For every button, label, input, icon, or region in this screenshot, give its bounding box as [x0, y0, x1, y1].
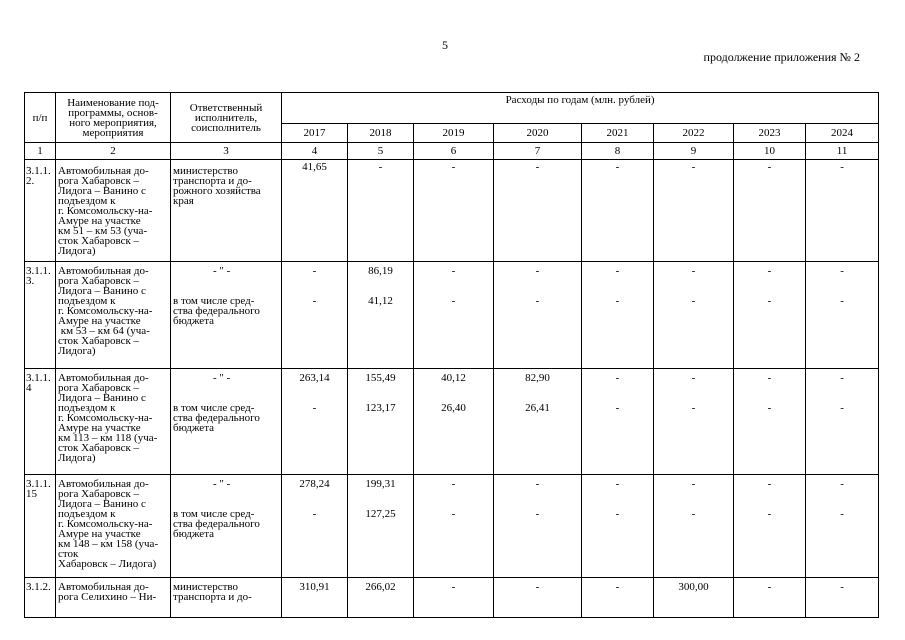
expense-value [282, 578, 348, 618]
item-number-line: 2. [26, 175, 35, 187]
expense-amount: - [615, 265, 620, 277]
expense-amount: 263,14 [299, 372, 330, 384]
federal-budget-amount: 41,12 [368, 295, 393, 307]
item-number [25, 475, 56, 578]
expense-value [494, 369, 582, 475]
item-name-line: Лидога – Ванино с [58, 392, 146, 404]
expense-amount: - [840, 478, 844, 490]
page-number: 5 [442, 38, 448, 52]
expense-value [654, 160, 734, 262]
expense-value [348, 262, 414, 369]
item-name-line: Амуре на участке [58, 422, 141, 434]
item-name-line: рога Хабаровск – [58, 488, 140, 500]
federal-budget-amount: 26,41 [525, 402, 550, 414]
federal-budget-amount: - [767, 295, 772, 307]
expense-amount: 310,91 [299, 581, 330, 593]
executor-line: бюджета [173, 422, 215, 434]
item-name-line: сток Хабаровск – [58, 335, 140, 347]
expense-amount: - [767, 581, 772, 593]
item-number-line: 3.1.1. [26, 265, 51, 277]
executor [171, 369, 282, 475]
item-name [56, 475, 171, 578]
executor [171, 475, 282, 578]
item-number-line: 3.1.1. [26, 478, 51, 490]
item-name-line: Лидога) [58, 245, 96, 257]
spacer [173, 383, 281, 393]
header-line: программы, основ- [68, 106, 158, 119]
expense-value [414, 160, 494, 262]
expense-amount: - [451, 265, 456, 277]
expense-amount: 82,90 [525, 372, 550, 384]
item-name-line: Амуре на участке [58, 315, 141, 327]
federal-budget-amount: - [840, 402, 844, 414]
year-header: 2018 [348, 124, 414, 143]
item-number-line: 3.1.1. [26, 165, 51, 177]
item-name [56, 578, 171, 618]
item-name-line: подъездом к [58, 508, 116, 520]
expense-amount: - [691, 161, 696, 173]
item-number [25, 160, 56, 262]
federal-budget-amount: - [535, 295, 540, 307]
federal-budget-amount: - [840, 508, 844, 520]
expense-amount: - [840, 372, 844, 384]
item-name-line: рога Хабаровск – [58, 175, 140, 187]
item-number-line: 4 [26, 382, 32, 394]
item-name-line: км 113 – км 118 (уча- [58, 432, 158, 444]
expense-value [348, 369, 414, 475]
year-header: 2023 [734, 124, 806, 143]
table-row [25, 160, 879, 262]
federal-budget-amount: - [615, 295, 620, 307]
table-row [25, 262, 879, 369]
executor-ditto: - " - [213, 265, 231, 277]
header-line: соисполнитель [191, 121, 261, 134]
column-number: 6 [414, 143, 494, 160]
expense-amount: 266,02 [365, 581, 396, 593]
expense-amount: - [378, 161, 383, 173]
table-row [25, 369, 879, 475]
expense-value [654, 475, 734, 578]
item-name-line: подъездом к [58, 195, 116, 207]
expense-value [282, 160, 348, 262]
executor-line: ства федерального [173, 305, 260, 317]
expense-amount: - [615, 161, 620, 173]
expense-value [414, 262, 494, 369]
executor-line: ства федерального [173, 518, 260, 530]
header-line: Ответственный [189, 101, 263, 114]
expense-amount: 40,12 [441, 372, 466, 384]
expense-value [414, 475, 494, 578]
expense-amount: - [691, 265, 696, 277]
item-name-line: сток Хабаровск – [58, 235, 140, 247]
expense-value [806, 475, 879, 578]
spacer [173, 276, 281, 286]
federal-budget-amount: - [691, 295, 696, 307]
federal-budget-amount: - [840, 295, 844, 307]
header-line: исполнитель, [194, 111, 258, 124]
federal-budget-amount: 123,17 [365, 402, 396, 414]
item-name-line: рога Хабаровск – [58, 275, 140, 287]
expense-amount: 300,00 [678, 581, 709, 593]
item-name-line: подъездом к [58, 295, 116, 307]
item-name-line: г. Комсомольску-на- [58, 518, 153, 530]
year-header: 2017 [282, 124, 348, 143]
item-number-line: 3.1.1. [26, 372, 51, 384]
expense-amount: - [535, 478, 540, 490]
column-number: 5 [348, 143, 414, 160]
expense-amount: - [840, 265, 844, 277]
executor-line: в том числе сред- [173, 295, 255, 307]
expense-value [348, 578, 414, 618]
expense-value [734, 578, 806, 618]
expense-value [806, 262, 879, 369]
executor-line: рожного хозяйства [173, 185, 261, 197]
col-name-header [56, 93, 171, 143]
column-number: 8 [582, 143, 654, 160]
item-name [56, 160, 171, 262]
item-name [56, 369, 171, 475]
column-number: 3 [171, 143, 282, 160]
expense-amount: - [535, 581, 540, 593]
expense-value [348, 475, 414, 578]
item-name-line: Лидога) [58, 345, 96, 357]
federal-budget-amount: - [312, 402, 317, 414]
federal-budget-amount: - [312, 508, 317, 520]
expense-value [582, 475, 654, 578]
federal-budget-amount: - [615, 402, 620, 414]
executor [171, 578, 282, 618]
expense-amount: - [451, 581, 456, 593]
expense-value [734, 160, 806, 262]
item-name-line: г. Комсомольску-на- [58, 305, 153, 317]
expense-value [494, 262, 582, 369]
expense-amount: - [615, 581, 620, 593]
item-name-line: км 53 – км 64 (уча- [58, 325, 150, 337]
expense-value [582, 160, 654, 262]
expense-amount: - [535, 265, 540, 277]
federal-budget-amount: - [535, 508, 540, 520]
expense-amount: - [615, 372, 620, 384]
expense-value [282, 475, 348, 578]
item-name-line: Автомобильная до- [58, 581, 149, 593]
expense-amount: - [767, 478, 772, 490]
expense-amount: 278,24 [299, 478, 330, 490]
expense-value [806, 369, 879, 475]
col-number-header: п/п [25, 93, 56, 143]
table-body [25, 160, 879, 618]
expense-value [806, 160, 879, 262]
year-header: 2020 [494, 124, 582, 143]
federal-budget-amount: - [451, 508, 456, 520]
federal-budget-amount: - [615, 508, 620, 520]
expense-amount: 86,19 [368, 265, 393, 277]
expense-amount: - [767, 265, 772, 277]
expense-amount: 41,65 [302, 161, 327, 173]
expense-amount: - [451, 161, 456, 173]
expense-value [654, 578, 734, 618]
federal-budget-amount: 26,40 [441, 402, 466, 414]
executor-ditto: - " - [213, 372, 231, 384]
expense-value [734, 369, 806, 475]
item-name [56, 262, 171, 369]
year-header: 2019 [414, 124, 494, 143]
column-number: 1 [25, 143, 56, 160]
item-name-line: рога Хабаровск – [58, 382, 140, 394]
expense-amount: 199,31 [365, 478, 396, 490]
expense-value [282, 369, 348, 475]
item-name-line: Амуре на участке [58, 215, 141, 227]
column-number: 10 [734, 143, 806, 160]
item-number [25, 369, 56, 475]
executor-line: в том числе сред- [173, 402, 255, 414]
header-line: Наименование под- [67, 96, 159, 109]
year-header: 2021 [582, 124, 654, 143]
header-row [25, 93, 879, 124]
executor-line: бюджета [173, 528, 215, 540]
federal-budget-amount: - [767, 402, 772, 414]
expense-amount: - [615, 478, 620, 490]
item-number [25, 578, 56, 618]
expense-value [494, 160, 582, 262]
expense-value [414, 369, 494, 475]
executor-ditto: - " - [213, 478, 231, 490]
expenses-table [24, 92, 879, 618]
expense-value [494, 578, 582, 618]
federal-budget-amount: - [691, 402, 696, 414]
expense-amount: - [312, 265, 317, 277]
column-numbers-row [25, 143, 879, 160]
header-line: мероприятия [82, 126, 144, 139]
item-name-line: подъездом к [58, 402, 116, 414]
item-name-line: сток [58, 548, 79, 560]
item-number-line: 3.1.2. [26, 581, 51, 593]
expense-amount: - [691, 372, 696, 384]
executor-line: ства федерального [173, 412, 260, 424]
expense-value [806, 578, 879, 618]
year-header: 2024 [806, 124, 879, 143]
year-header: 2022 [654, 124, 734, 143]
column-number: 4 [282, 143, 348, 160]
item-name-line: Лидога – Ванино с [58, 285, 146, 297]
expense-amount: - [535, 161, 540, 173]
expense-amount: 155,49 [365, 372, 396, 384]
executor-line: транспорта и до- [173, 175, 252, 187]
item-name-line: рога Селихино – Ни- [58, 591, 157, 603]
expense-amount: - [767, 372, 772, 384]
federal-budget-amount: - [312, 295, 317, 307]
item-name-line: км 51 – км 53 (уча- [58, 225, 148, 237]
executor-line: министерство [173, 165, 239, 177]
expense-amount: - [767, 161, 772, 173]
executor [171, 262, 282, 369]
federal-budget-amount: - [767, 508, 772, 520]
expense-amount: - [840, 581, 844, 593]
executor-line: транспорта и до- [173, 591, 252, 603]
col-executor-header [171, 93, 282, 143]
item-name-line: г. Комсомольску-на- [58, 205, 153, 217]
executor-line: бюджета [173, 315, 215, 327]
expense-value [494, 475, 582, 578]
item-name-line: Автомобильная до- [58, 478, 149, 490]
item-name-line: г. Комсомольску-на- [58, 412, 153, 424]
spacer [173, 489, 281, 499]
executor-line: края [173, 195, 194, 207]
expenses-header: Расходы по годам (млн. рублей) [282, 93, 879, 124]
table-head [25, 93, 879, 160]
item-name-line: км 148 – км 158 (уча- [58, 538, 159, 550]
item-name-line: Хабаровск – Лидога) [58, 558, 157, 570]
appendix-note: продолжение приложения № 2 [703, 50, 860, 64]
expense-value [582, 578, 654, 618]
column-number: 7 [494, 143, 582, 160]
expense-amount: - [691, 478, 696, 490]
expense-value [654, 262, 734, 369]
item-number-line: 3. [26, 275, 35, 287]
expense-value [582, 262, 654, 369]
item-name-line: Автомобильная до- [58, 372, 149, 384]
expense-value [734, 475, 806, 578]
table-row [25, 578, 879, 618]
item-name-line: Автомобильная до- [58, 165, 149, 177]
column-number: 9 [654, 143, 734, 160]
item-name-line: Лидога – Ванино с [58, 185, 146, 197]
expense-value [282, 262, 348, 369]
item-name-line: Лидога – Ванино с [58, 498, 146, 510]
item-name-line: Лидога) [58, 452, 96, 464]
item-name-line: сток Хабаровск – [58, 442, 140, 454]
expense-value [414, 578, 494, 618]
executor-line: в том числе сред- [173, 508, 255, 520]
federal-budget-amount: - [451, 295, 456, 307]
header-line: ного мероприятия, [69, 116, 157, 129]
expense-value [348, 160, 414, 262]
column-number: 11 [806, 143, 879, 160]
table-row [25, 475, 879, 578]
expense-value [654, 369, 734, 475]
expense-amount: - [840, 161, 844, 173]
item-name-line: Автомобильная до- [58, 265, 149, 277]
executor [171, 160, 282, 262]
federal-budget-amount: - [691, 508, 696, 520]
executor-line: министерство [173, 581, 239, 593]
federal-budget-amount: 127,25 [365, 508, 396, 520]
item-name-line: Амуре на участке [58, 528, 141, 540]
item-number [25, 262, 56, 369]
expense-value [582, 369, 654, 475]
expense-value [734, 262, 806, 369]
column-number: 2 [56, 143, 171, 160]
item-number-line: 15 [26, 488, 37, 500]
expense-amount: - [451, 478, 456, 490]
